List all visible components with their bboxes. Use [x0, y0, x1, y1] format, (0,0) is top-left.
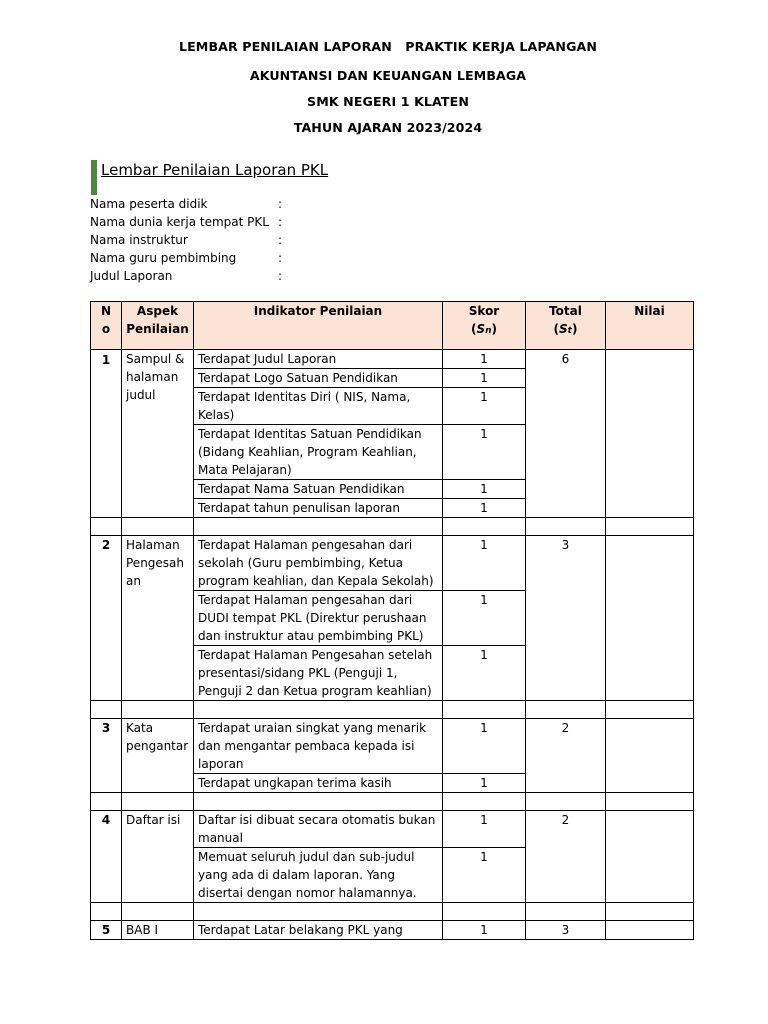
nilai-cell — [606, 536, 694, 701]
total-symbol: (St) — [553, 322, 578, 336]
skor-cell: 1 — [443, 350, 526, 369]
skor-cell: 1 — [443, 774, 526, 793]
skor-cell: 1 — [443, 369, 526, 388]
row-number: 1 — [91, 350, 122, 518]
field-row — [90, 249, 282, 267]
document-title-line-2: AKUNTANSI DAN KEUANGAN LEMBAGA — [249, 68, 527, 83]
field-label: Nama peserta didik — [90, 197, 208, 211]
field-separator: : — [278, 251, 283, 265]
field-row — [90, 213, 282, 231]
indikator-cell: Terdapat Halaman pengesahan dari sekolah (Guru pembimbing, Ketua program keahlian, dan Kepala Sekolah) — [194, 536, 443, 591]
column-header-total — [526, 302, 606, 350]
nilai-cell — [606, 719, 694, 793]
field-row — [90, 267, 282, 285]
field-label: Judul Laporan — [90, 269, 173, 283]
aspek-cell: BAB I — [122, 921, 194, 940]
indikator-cell: Terdapat Judul Laporan — [194, 350, 443, 369]
field-separator: : — [278, 197, 283, 211]
nilai-cell — [606, 811, 694, 903]
skor-cell: 1 — [443, 591, 526, 646]
indikator-cell: Terdapat tahun penulisan laporan — [194, 499, 443, 518]
row-number: 4 — [91, 811, 122, 903]
indikator-cell: Terdapat Halaman pengesahan dari DUDI tempat PKL (Direktur perushaan dan instruktur atau pembimbing PKL) — [194, 591, 443, 646]
column-header-aspek: Aspek Penilaian — [122, 302, 194, 350]
row-number: 5 — [91, 921, 122, 940]
field-row — [90, 195, 282, 213]
total-cell: 3 — [526, 536, 606, 701]
indikator-cell: Terdapat Identitas Satuan Pendidikan (Bidang Keahlian, Program Keahlian, Mata Pelajaran) — [194, 425, 443, 480]
skor-label: Skor — [468, 304, 500, 318]
total-cell: 2 — [526, 719, 606, 793]
assessment-table — [90, 301, 694, 940]
nilai-cell — [606, 921, 694, 940]
total-cell: 2 — [526, 811, 606, 903]
skor-cell: 1 — [443, 646, 526, 701]
document-title-line-1: LEMBAR PENILAIAN LAPORAN PRAKTIK KERJA LAPANGAN — [178, 39, 597, 54]
column-header-skor — [443, 302, 526, 350]
aspek-cell: Daftar isi — [122, 811, 194, 903]
row-number: 2 — [91, 536, 122, 701]
column-header-nilai: Nilai — [606, 302, 694, 350]
table-row — [91, 536, 694, 591]
indikator-cell: Memuat seluruh judul dan sub-judul yang ada di dalam laporan. Yang disertai dengan nomor halamannya. — [194, 848, 443, 903]
field-label: Nama guru pembimbing — [90, 251, 237, 265]
column-header-indikator: Indikator Penilaian — [194, 302, 443, 350]
total-cell: 3 — [526, 921, 606, 940]
section-heading — [91, 160, 328, 195]
field-row — [90, 231, 282, 249]
aspek-cell: Halaman Pengesah an — [122, 536, 194, 701]
document-title-line-3: SMK NEGERI 1 KLATEN — [307, 94, 469, 109]
skor-cell: 1 — [443, 811, 526, 848]
skor-symbol: (Sn) — [470, 322, 498, 336]
skor-cell: 1 — [443, 848, 526, 903]
spacer-row — [91, 518, 694, 536]
indikator-cell: Terdapat ungkapan terima kasih — [194, 774, 443, 793]
total-cell: 6 — [526, 350, 606, 518]
field-separator: : — [278, 215, 283, 229]
table-row — [91, 350, 694, 369]
skor-cell: 1 — [443, 425, 526, 480]
field-separator: : — [278, 269, 283, 283]
table-row — [91, 719, 694, 774]
nilai-cell — [606, 350, 694, 518]
table-header-row — [91, 302, 694, 350]
aspek-cell: Kata pengantar — [122, 719, 194, 793]
indikator-cell: Terdapat Logo Satuan Pendidikan — [194, 369, 443, 388]
spacer-row — [91, 793, 694, 811]
skor-cell: 1 — [443, 480, 526, 499]
indikator-cell: Terdapat Nama Satuan Pendidikan — [194, 480, 443, 499]
skor-cell: 1 — [443, 921, 526, 940]
total-label: Total — [549, 304, 582, 318]
skor-cell: 1 — [443, 499, 526, 518]
indikator-cell: Terdapat Latar belakang PKL yang — [194, 921, 443, 940]
indikator-cell: Terdapat Halaman Pengesahan setelah presentasi/sidang PKL (Penguji 1, Penguji 2 dan Ketua program keahlian) — [194, 646, 443, 701]
field-separator: : — [278, 233, 283, 247]
indikator-cell: Daftar isi dibuat secara otomatis bukan manual — [194, 811, 443, 848]
row-number: 3 — [91, 719, 122, 793]
aspek-cell: Sampul & halaman judul — [122, 350, 194, 518]
table-row — [91, 921, 694, 940]
identity-fields — [90, 195, 282, 285]
indikator-cell: Terdapat uraian singkat yang menarik dan mengantar pembaca kepada isi laporan — [194, 719, 443, 774]
column-header-no: N o — [91, 302, 122, 350]
section-title: Lembar Penilaian Laporan PKL — [101, 161, 329, 179]
indikator-cell: Terdapat Identitas Diri ( NIS, Nama, Kelas) — [194, 388, 443, 425]
table-row — [91, 811, 694, 848]
field-label: Nama instruktur — [90, 233, 188, 247]
spacer-row — [91, 701, 694, 719]
section-accent-bar — [91, 160, 97, 195]
skor-cell: 1 — [443, 388, 526, 425]
skor-cell: 1 — [443, 536, 526, 591]
document-title-line-4: TAHUN AJARAN 2023/2024 — [293, 120, 483, 135]
skor-cell: 1 — [443, 719, 526, 774]
spacer-row — [91, 903, 694, 921]
field-label: Nama dunia kerja tempat PKL — [90, 215, 269, 229]
